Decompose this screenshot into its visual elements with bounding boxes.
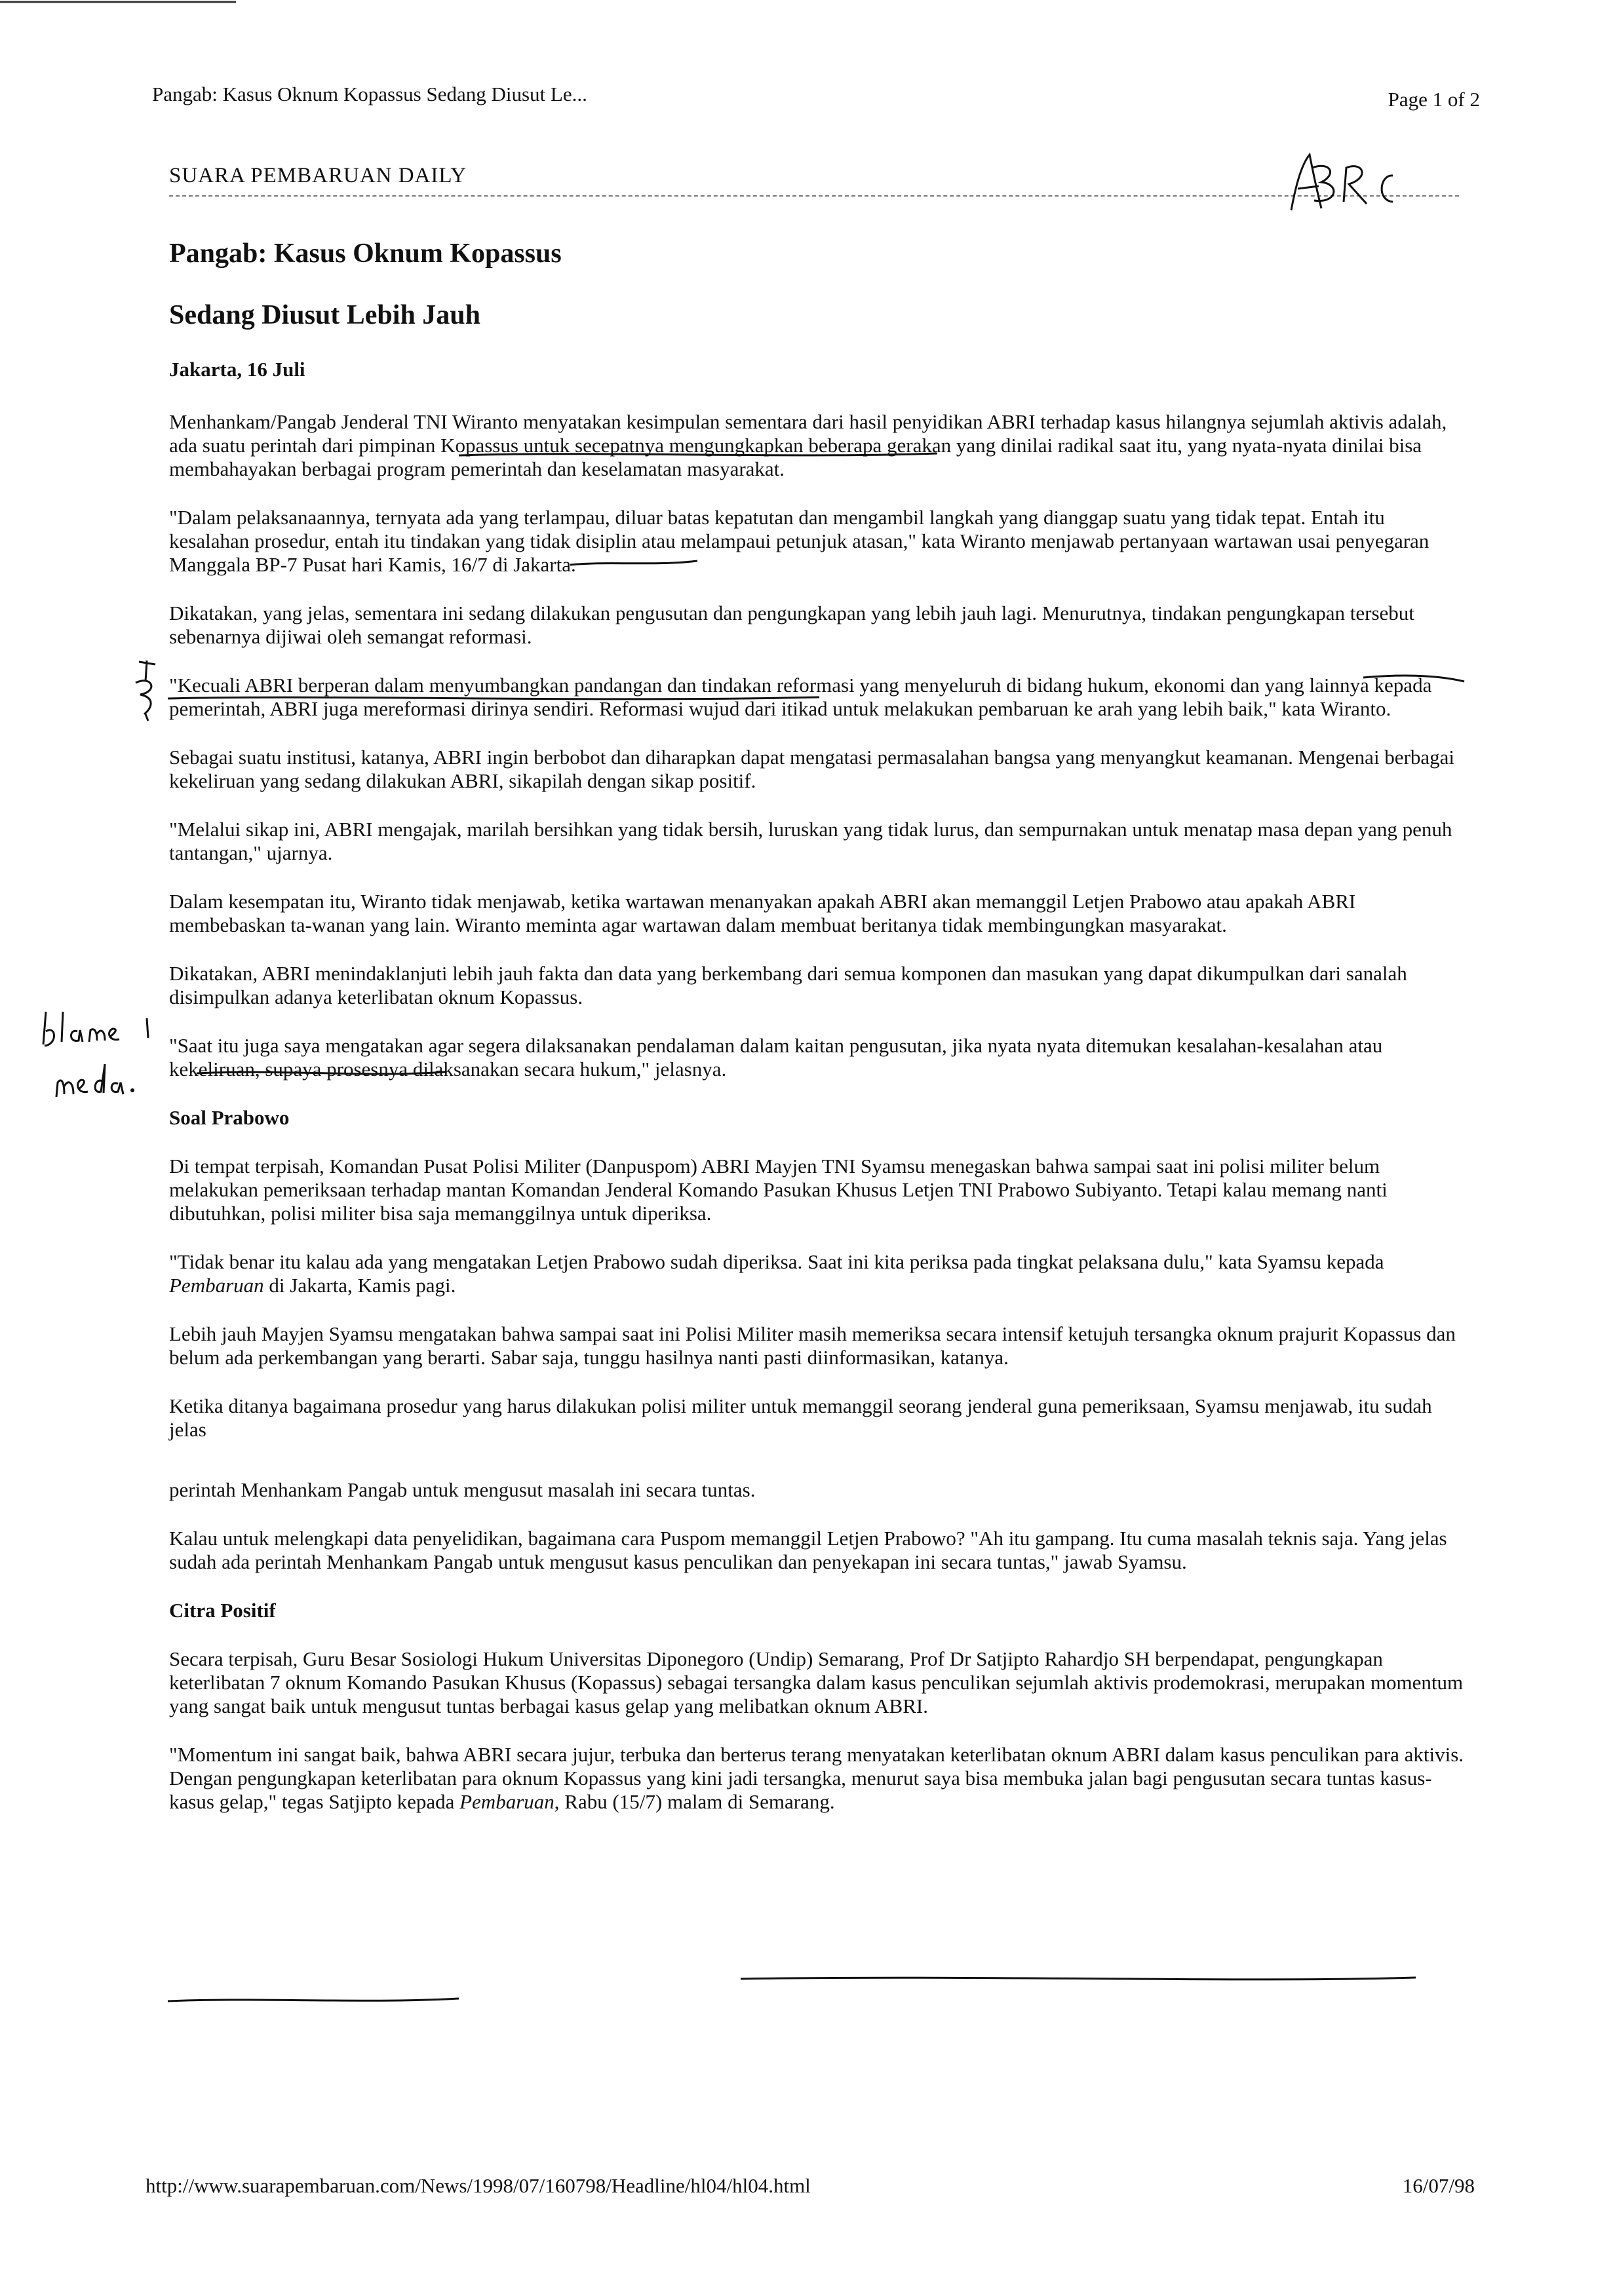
quote-text-end: di Jakarta, Kamis pagi. (263, 1274, 456, 1297)
paragraph: "Kecuali ABRI berperan dalam menyumbangkan pandangan dan tindakan reformasi yang menyeluruh di bidang hukum, ekonomi dan yang lainnya kepada pemerintah, ABRI juga mereformasi dirinya sendiri. Reformasi wujud dari itikad untuk melakukan pembaruan ke arah yang lebih baik," kata Wiranto. (169, 674, 1432, 720)
paragraph-final-quote (169, 1743, 1466, 1814)
quote-text: "Momentum ini sangat baik, bahwa ABRI secara jujur, terbuka dan berterus terang menyatakan keterlibatan oknum ABRI dalam kasus penculikan para aktivis. Dengan pengungkapan keterlibatan para oknum Kopassus yang kini jadi tersangka, menurut saya bisa membuka jalan bagi pengusutan secara tuntas kasus-kasus gelap," tegas Satjipto kepada (169, 1743, 1464, 1813)
handwritten-margin-mark (126, 655, 172, 727)
quote-text: "Tidak benar itu kalau ada yang mengatakan Letjen Prabowo sudah diperiksa. Saat ini kita periksa pada tingkat pelaksana dulu," kata Syamsu kepada (169, 1250, 1384, 1273)
paragraph: "Dalam pelaksanaannya, ternyata ada yang terlampau, diluar batas kepatutan dan mengambil langkah yang dianggap suatu yang tidak tepat. Entah itu kesalahan prosedur, entah itu tindakan yang tidak disiplin atau melampaui petunjuk atasan," kata Wiranto menjawab pertanyaan wartawan usai penyegaran Manggala BP-7 Pusat hari Kamis, 16/7 di Jakarta. (169, 506, 1430, 576)
paragraph: Dalam kesempatan itu, Wiranto tidak menjawab, ketika wartawan menanyakan apakah ABRI akan memanggil Letjen Prabowo atau apakah ABRI membebaskan ta-wanan yang lain. Wiranto meminta agar wartawan dalam membuat beritanya tidak membingungkan masyarakat. (169, 890, 1356, 936)
paragraph: Secara terpisah, Guru Besar Sosiologi Hukum Universitas Diponegoro (Undip) Semarang, Prof Dr Satjipto Rahardjo SH berpendapat, pengungkapan keterlibatan 7 oknum Komando Pasukan Khusus (Kopassus) sebagai tersangka dalam kasus penculikan sejumlah aktivis prodemokrasi, merupakan momentum yang sangat baik untuk mengusut tuntas berbagai kasus gelap yang melibatkan oknum ABRI. (169, 1647, 1464, 1717)
paragraph: Menhankam/Pangab Jenderal TNI Wiranto menyatakan kesimpulan sementara dari hasil penyidikan ABRI terhadap kasus hilangnya sejumlah aktivis adalah, ada suatu perintah dari pimpinan Kopassus untuk secepatnya mengungkapkan beberapa gerakan yang dinilai radikal saat itu, yang nyata-nyata dinilai bisa membahayakan berbagai program pemerintah dan keselamatan masyarakat. (169, 410, 1447, 480)
paragraph: "Saat itu juga saya mengatakan agar segera dilaksanakan pendalaman dalam kaitan pengusutan, jika nyata nyata ditemukan kesalahan-kesalahan atau kekeliruan, supaya prosesnya dilaksanakan secara hukum," jelasnya. (169, 1034, 1383, 1081)
handwritten-abri-signature (1278, 148, 1422, 220)
paragraph: Sebagai suatu institusi, katanya, ABRI ingin berbobot dan diharapkan dapat mengatasi permasalahan bangsa yang menyangkut keamanan. Mengenai berbagai kekeliruan yang sedang dilakukan ABRI, sikapilah dengan sikap positif. (169, 746, 1455, 792)
paragraph: Dikatakan, ABRI menindaklanjuti lebih jauh fakta dan data yang berkembang dari semua komponen dan masukan yang dapat dikumpulkan dari sanalah disimpulkan adanya keterlibatan oknum Kopassus. (169, 962, 1407, 1008)
publication-reference: Pembaruan (169, 1274, 264, 1297)
subheading-soal-prabowo: Soal Prabowo (169, 1106, 290, 1129)
paragraph: perintah Menhankam Pangab untuk mengusut masalah ini secara tuntas. (169, 1478, 756, 1501)
paragraph: Dikatakan, yang jelas, sementara ini sedang dilakukan pengusutan dan pengungkapan yang lebih jauh lagi. Menurutnya, tindakan pengungkapan tersebut sebenarnya dijiwai oleh semangat reformasi. (169, 602, 1414, 648)
quote-text-end: , Rabu (15/7) malam di Semarang. (554, 1790, 835, 1813)
paragraph: Kalau untuk melengkapi data penyelidikan, bagaimana cara Puspom memanggil Letjen Prabowo? "Ah itu gampang. Itu cuma masalah teknis saja. Yang jelas sudah ada perintah Menhankam Pangab untuk mengusut kasus penculikan dan penyekapan ini secara tuntas," jawab Syamsu. (169, 1527, 1447, 1573)
handwritten-margin-note (37, 999, 161, 1110)
paragraph: Di tempat terpisah, Komandan Pusat Polisi Militer (Danpuspom) ABRI Mayjen TNI Syamsu menegaskan bahwa sampai saat ini polisi militer belum melakukan pemeriksaan terhadap mantan Komandan Jenderal Komando Pasukan Khusus Letjen TNI Prabowo Subiyanto. Tetapi kalau memang nanti dibutuhkan, polisi militer bisa saja memanggilnya untuk diperiksa. (169, 1155, 1388, 1225)
footer-url: http://www.suarapembaruan.com/News/1998/07/160798/Headline/hl04/hl04.html (146, 2174, 811, 2197)
publication-divider (169, 195, 1459, 197)
publication-reference: Pembaruan (459, 1790, 555, 1813)
paragraph-quote (169, 1250, 1466, 1297)
publication-name: SUARA PEMBARUAN DAILY (169, 164, 467, 187)
paragraph: Lebih jauh Mayjen Syamsu mengatakan bahwa sampai saat ini Polisi Militer masih memeriksa secara intensif ketujuh tersangka oknum prajurit Kopassus dan belum ada perkembangan yang berarti. Sabar saja, tunggu hasilnya nanti pasti diinformasikan, katanya. (169, 1322, 1456, 1369)
scan-artifact (0, 0, 262, 8)
page-number: Page 1 of 2 (1388, 88, 1480, 111)
footer-print-date: 16/07/98 (1402, 2174, 1475, 2197)
browser-print-header-title: Pangab: Kasus Oknum Kopassus Sedang Diusut Le... (152, 83, 587, 105)
article-title-line-2: Sedang Diusut Lebih Jauh (169, 300, 481, 330)
paragraph: Ketika ditanya bagaimana prosedur yang harus dilakukan polisi militer untuk memanggil seorang jenderal guna pemeriksaan, Syamsu menjawab, itu sudah jelas (169, 1394, 1432, 1441)
article-body (169, 223, 1466, 1839)
subheading-citra-positif: Citra Positif (169, 1599, 276, 1622)
dateline: Jakarta, 16 Juli (169, 358, 305, 381)
article-title-line-1: Pangab: Kasus Oknum Kopassus (169, 239, 562, 269)
paragraph: "Melalui sikap ini, ABRI mengajak, marilah bersihkan yang tidak bersih, luruskan yang tidak lurus, dan sempurnakan untuk menatap masa depan yang penuh tantangan," ujarnya. (169, 818, 1452, 864)
